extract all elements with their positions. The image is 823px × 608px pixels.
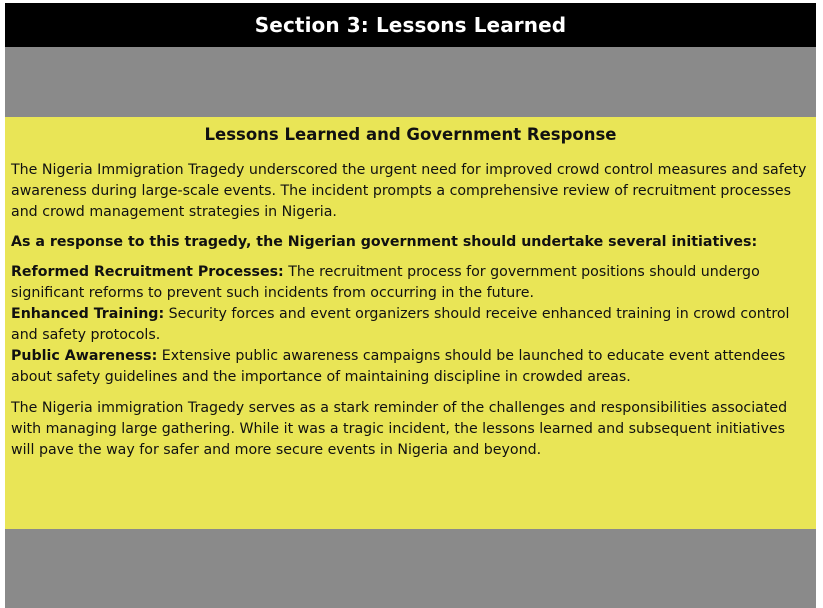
initiative-text: Security forces and event organizers should receive enhanced training in crowd control and safety protocols. (11, 306, 790, 343)
section-title: Section 3: Lessons Learned (254, 13, 567, 37)
initiative-item (11, 346, 810, 388)
initiative-item (11, 262, 810, 304)
initiative-label: Enhanced Training: (11, 306, 165, 322)
initiative-text: The recruitment process for government positions should undergo significant reforms to prevent such incidents from occurring in the future. (11, 264, 760, 301)
section-title-bar (5, 3, 816, 47)
content-panel (5, 117, 816, 529)
initiatives-list (11, 262, 810, 388)
initiative-label: Public Awareness: (11, 348, 158, 364)
initiative-item (11, 304, 810, 346)
bottom-gray-band (5, 529, 816, 608)
top-gray-band (5, 47, 816, 117)
response-lead-text: As a response to this tragedy, the Nigerian government should undertake several initiatives: (11, 234, 758, 250)
intro-paragraph: The Nigeria Immigration Tragedy underscored the urgent need for improved crowd control measures and safety awareness during large-scale events. The incident prompts a comprehensive review of recruitment processes and crowd management strategies in Nigeria. (11, 162, 807, 220)
initiative-text: Extensive public awareness campaigns should be launched to educate event attendees about safety guidelines and the importance of maintaining discipline in crowded areas. (11, 348, 786, 385)
panel-heading: Lessons Learned and Government Response (204, 125, 617, 144)
closing-paragraph: The Nigeria immigration Tragedy serves as a stark reminder of the challenges and responsibilities associated with managing large gathering. While it was a tragic incident, the lessons learned and subsequent initiatives will pave the way for safer and more secure events in Nigeria and beyond. (11, 400, 788, 458)
initiative-label: Reformed Recruitment Processes: (11, 264, 284, 280)
